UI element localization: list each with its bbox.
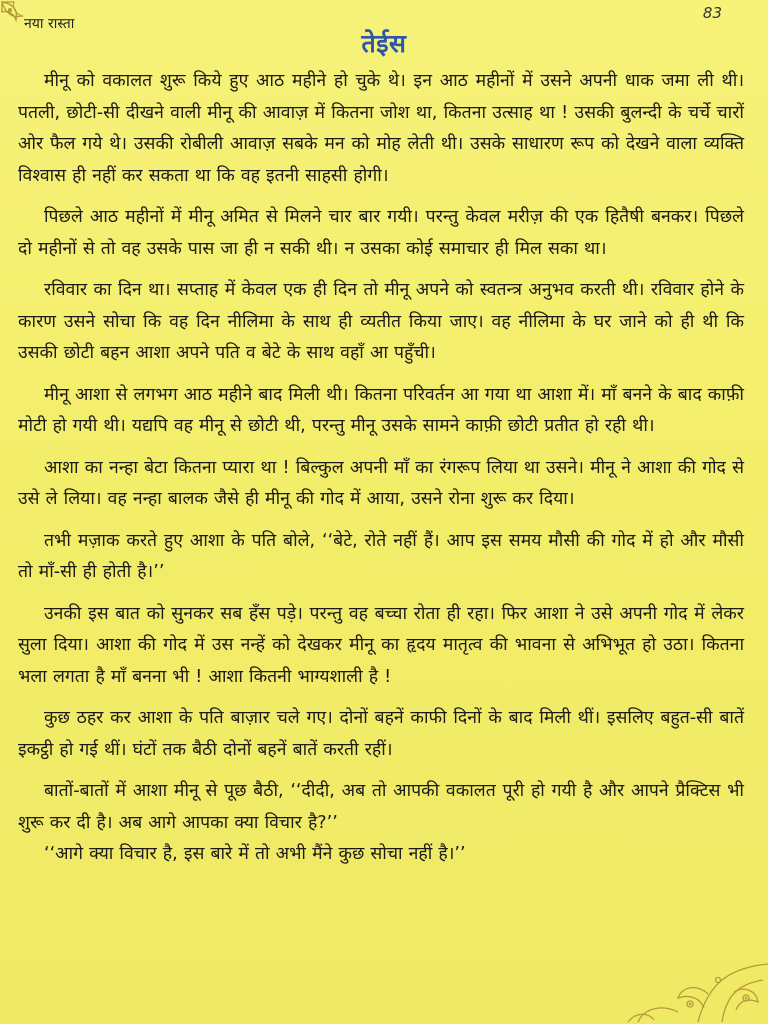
floral-ornament-icon [558,934,768,1024]
paragraph-1: मीनू को वकालत शुरू किये हुए आठ महीने हो चुके थे। इन आठ महीनों में उसने अपनी धाक जमा ली थी। पतली, छोटी-सी दीखने वाली मीनू की आवाज़ में कितना जोश था, कितना उत्साह था ! उसकी बुलन्दी के चर्चे चारों ओर फैल गये थे। उसकी रोबीली आवाज़ सबके मन को मोह लेती थी। उसके साधारण रूप को देखने वाला व्यक्ति विश्वास ही नहीं कर सकता था कि वह इतनी साहसी होगी। [18,71,744,186]
paragraph-10: ‘‘आगे क्या विचार है, इस बारे में तो अभी मैंने कुछ सोचा नहीं है।’’ [44,844,466,864]
chapter-body [18,66,744,871]
paragraph-7: उनकी इस बात को सुनकर सब हँस पड़े। परन्तु वह बच्चा रोता ही रहा। फिर आशा ने उसे अपनी गोद में लेकर सुला दिया। आशा की गोद में उस नन्हें को देखकर मीनू का हृदय मातृत्व की भावना से अभिभूत हो उठा। कितना भला लगता है माँ बनना भी ! आशा कितनी भाग्यशाली है ! [18,603,744,687]
page-number: 83 [702,4,722,22]
running-title: नया रास्ता [24,16,75,32]
paragraph-5: आशा का नन्हा बेटा कितना प्यारा था ! बिल्कुल अपनी माँ का रंगरूप लिया था उसने। मीनू ने आशा की गोद से उसे ले लिया। वह नन्हा बालक जैसे ही मीनू की गोद में आया, उसने रोना शुरू कर दिया। [18,457,744,509]
paragraph-8: कुछ ठहर कर आशा के पति बाज़ार चले गए। दोनों बहनें काफी दिनों के बाद मिली थीं। इसलिए बहुत-सी बातें इकट्ठी हो गई थीं। घंटों तक बैठी दोनों बहनें बातें करती रहीं। [18,708,744,760]
paragraph-2: पिछले आठ महीनों में मीनू अमित से मिलने चार बार गयी। परन्तु केवल मरीज़ की एक हितैषी बनकर। पिछले दो महीनों से तो वह उसके पास जा ही न सकी थी। न उसका कोई समाचार ही मिल सका था। [18,207,744,259]
chapter-title: तेईस [361,29,407,58]
paragraph-3: रविवार का दिन था। सप्ताह में केवल एक ही दिन तो मीनू अपने को स्वतन्त्र अनुभव करती थी। रविवार होने के कारण उसने सोचा कि वह दिन नीलिमा के साथ ही व्यतीत किया जाए। वह नीलिमा के घर जाने को ही थी कि उसकी छोटी बहन आशा अपने पति व बेटे के साथ वहाँ आ पहुँची। [18,280,744,363]
paragraph-9: बातों-बातों में आशा मीनू से पूछ बैठी, ‘‘दीदी, अब तो आपकी वकालत पूरी हो गयी है और आपने प्रैक्टिस भी शुरू कर दी है। अब आगे आपका क्या विचार है?’’ [18,781,744,833]
paragraph-4: मीनू आशा से लगभग आठ महीने बाद मिली थी। कितना परिवर्तन आ गया था आशा में। माँ बनने के बाद काफ़ी मोटी हो गयी थी। यद्यपि वह मीनू से छोटी थी, परन्तु मीनू उसके सामने काफ़ी छोटी प्रतीत हो रही थी। [18,384,744,436]
paragraph-6: तभी मज़ाक करते हुए आशा के पति बोले, ‘‘बेटे, रोते नहीं हैं। आप इस समय मौसी की गोद में हो और मौसी तो माँ-सी ही होती है।’’ [18,530,744,582]
